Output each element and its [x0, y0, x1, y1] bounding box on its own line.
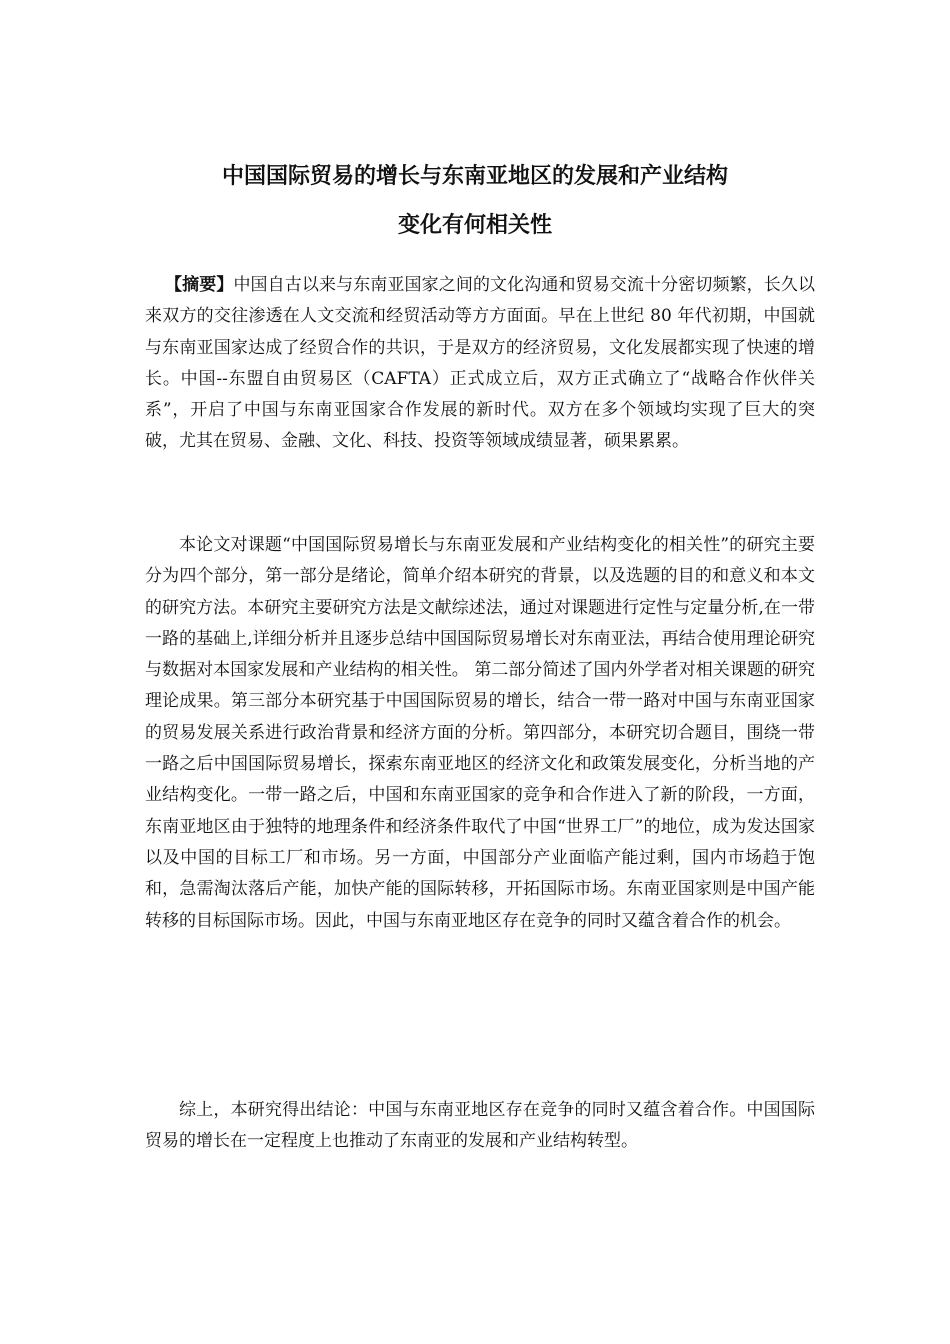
document-title-line-1: 中国国际贸易的增长与东南亚地区的发展和产业结构 [221, 164, 728, 189]
abstract-label: 【摘要】 [165, 275, 234, 295]
body-paragraph-structure: 本论文对课题“中国国际贸易增长与东南亚发展和产业结构变化的相关性”的研究主要分为四个部分，第一部分是绪论，简单介绍本研究的背景，以及选题的目的和意义和本文的研究方法。本研究主要研究方法是文献综述法，通过对课题进行定性与定量分析,在一带一路的基础上,详细分析并且逐步总结中国国际贸易增长对东南亚法，再结合使用理论研究与数据对本国家发展和产业结构的相关性。 第二部分简述了国内外学者对相关课题的研究理论成果。第三部分本研究基于中国国际贸易的增长，结合一带一路对中国与东南亚国家的贸易发展关系进行政治背景和经济方面的分析。第四部分，本研究切合题目，围绕一带一路之后中国国际贸易增长，探索东南亚地区的经济文化和政策发展变化，分析当地的产业结构变化。一带一路之后，中国和东南亚国家的竞争和合作进入了新的阶段，一方面，东南亚地区由于独特的地理条件和经济条件取代了中国“世界工厂”的地位，成为发达国家以及中国的目标工厂和市场。另一方面，中国部分产业面临产能过剩，国内市场趋于饱和，急需淘汰落后产能，加快产能的国际转移，开拓国际市场。东南亚国家则是中国产能转移的目标国际市场。因此，中国与东南亚地区存在竞争的同时又蕴含着合作的机会。 [145, 535, 815, 931]
abstract-text: 中国自古以来与东南亚国家之间的文化沟通和贸易交流十分密切频繁，长久以来双方的交往渗透在人文交流和经贸活动等方方面面。早在上世纪 80 年代初期，中国就与东南亚国家达成了经贸合作的共识，于是双方的经济贸易，文化发展都实现了快速的增长。中国--东盟自由贸易区（CAFTA）正式成立后，双方正式确立了“战略合作伙伴关系”，开启了中国与东南亚国家合作发展的新时代。双方在多个领域均实现了巨大的突破，尤其在贸易、金融、文化、科技、投资等领域成绩显著，硕果累累。 [145, 275, 816, 452]
body-paragraph-conclusion: 综上，本研究得出结论：中国与东南亚地区存在竞争的同时又蕴含着合作。中国国际贸易的增长在一定程度上也推动了东南亚的发展和产业结构转型。 [145, 1100, 815, 1152]
abstract-paragraph [145, 270, 815, 458]
document-title-line-2: 变化有何相关性 [397, 213, 552, 238]
